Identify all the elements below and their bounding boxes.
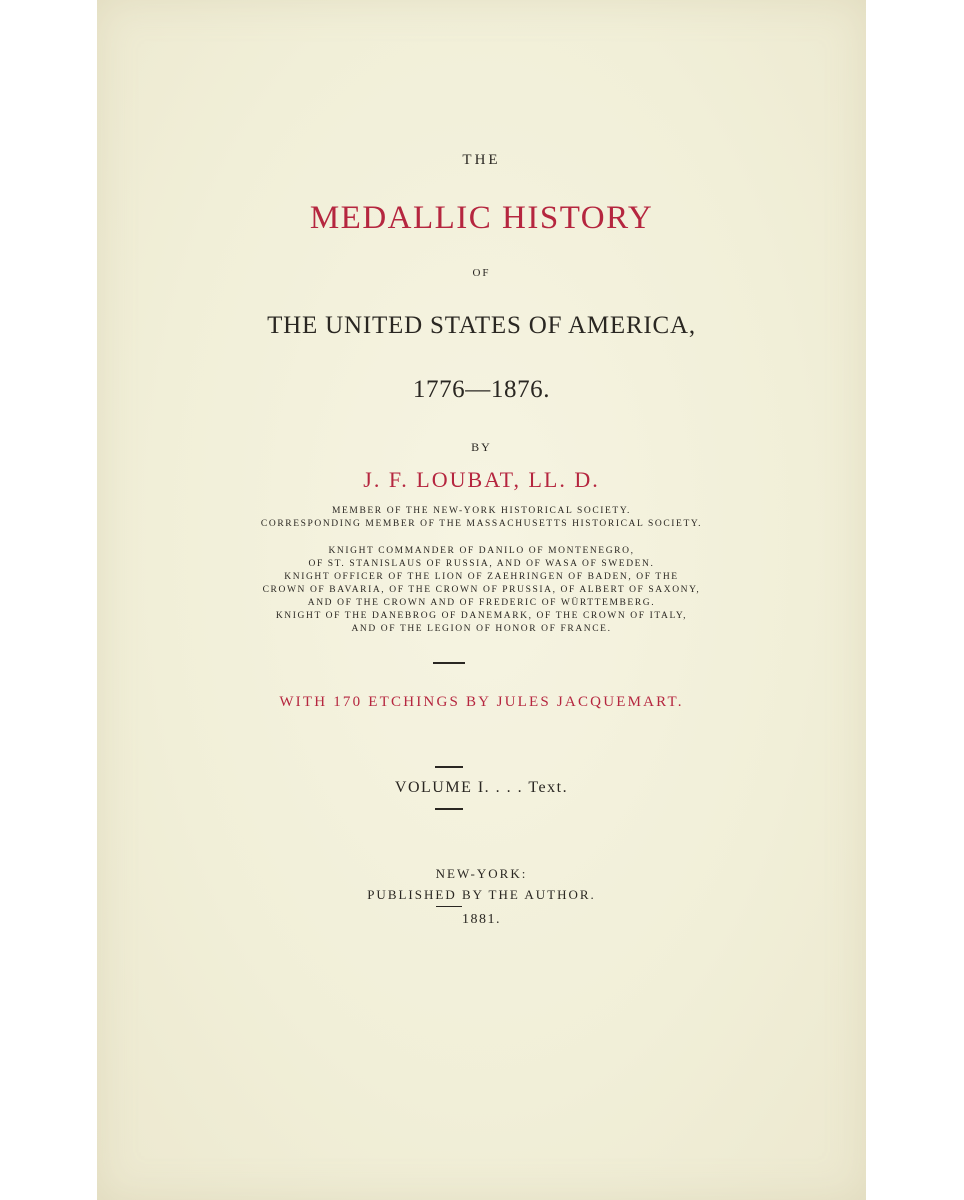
volume-label: VOLUME I. . . . Text. — [394, 779, 569, 796]
main-title: MEDALLIC HISTORY — [309, 200, 654, 236]
title-the: THE — [462, 152, 501, 168]
honor-line: KNIGHT COMMANDER OF DANILO OF MONTENEGRO, — [328, 546, 635, 556]
country-title: THE UNITED STATES OF AMERICA, — [267, 312, 696, 339]
honor-line: AND OF THE LEGION OF HONOR OF FRANCE. — [351, 624, 612, 634]
honor-line: AND OF THE CROWN AND OF FREDERIC OF WÜRTTEMBERG. — [307, 598, 656, 608]
etchings-credit: WITH 170 ETCHINGS BY JULES JACQUEMART. — [279, 694, 684, 710]
honors-block — [97, 545, 866, 636]
honor-line: KNIGHT OFFICER OF THE LION OF ZAEHRINGEN OF BADEN, OF THE — [284, 572, 679, 582]
publication-place: NEW-YORK: — [435, 866, 528, 881]
membership-line: CORRESPONDING MEMBER OF THE MASSACHUSETTS HISTORICAL SOCIETY. — [260, 519, 703, 529]
honor-line: KNIGHT OF THE DANEBROG OF DANEMARK, OF THE CROWN OF ITALY, — [275, 611, 688, 621]
divider-rule — [436, 906, 462, 907]
divider-rule — [435, 808, 463, 810]
membership-line: MEMBER OF THE NEW-YORK HISTORICAL SOCIETY. — [331, 506, 632, 516]
publication-year: 1881. — [462, 912, 501, 927]
honor-line: CROWN OF BAVARIA, OF THE CROWN OF PRUSSIA, OF ALBERT OF SAXONY, — [262, 585, 701, 595]
book-page — [97, 0, 866, 1200]
divider-rule — [433, 662, 465, 664]
publisher-line: PUBLISHED BY THE AUTHOR. — [367, 887, 596, 902]
honor-line: OF ST. STANISLAUS OF RUSSIA, AND OF WASA OF SWEDEN. — [308, 559, 655, 569]
title-of: OF — [472, 267, 491, 279]
divider-rule — [435, 766, 463, 768]
by-label: BY — [471, 440, 492, 454]
author-name: J. F. LOUBAT, LL. D. — [363, 467, 600, 492]
year-range: 1776—1876. — [412, 376, 551, 403]
